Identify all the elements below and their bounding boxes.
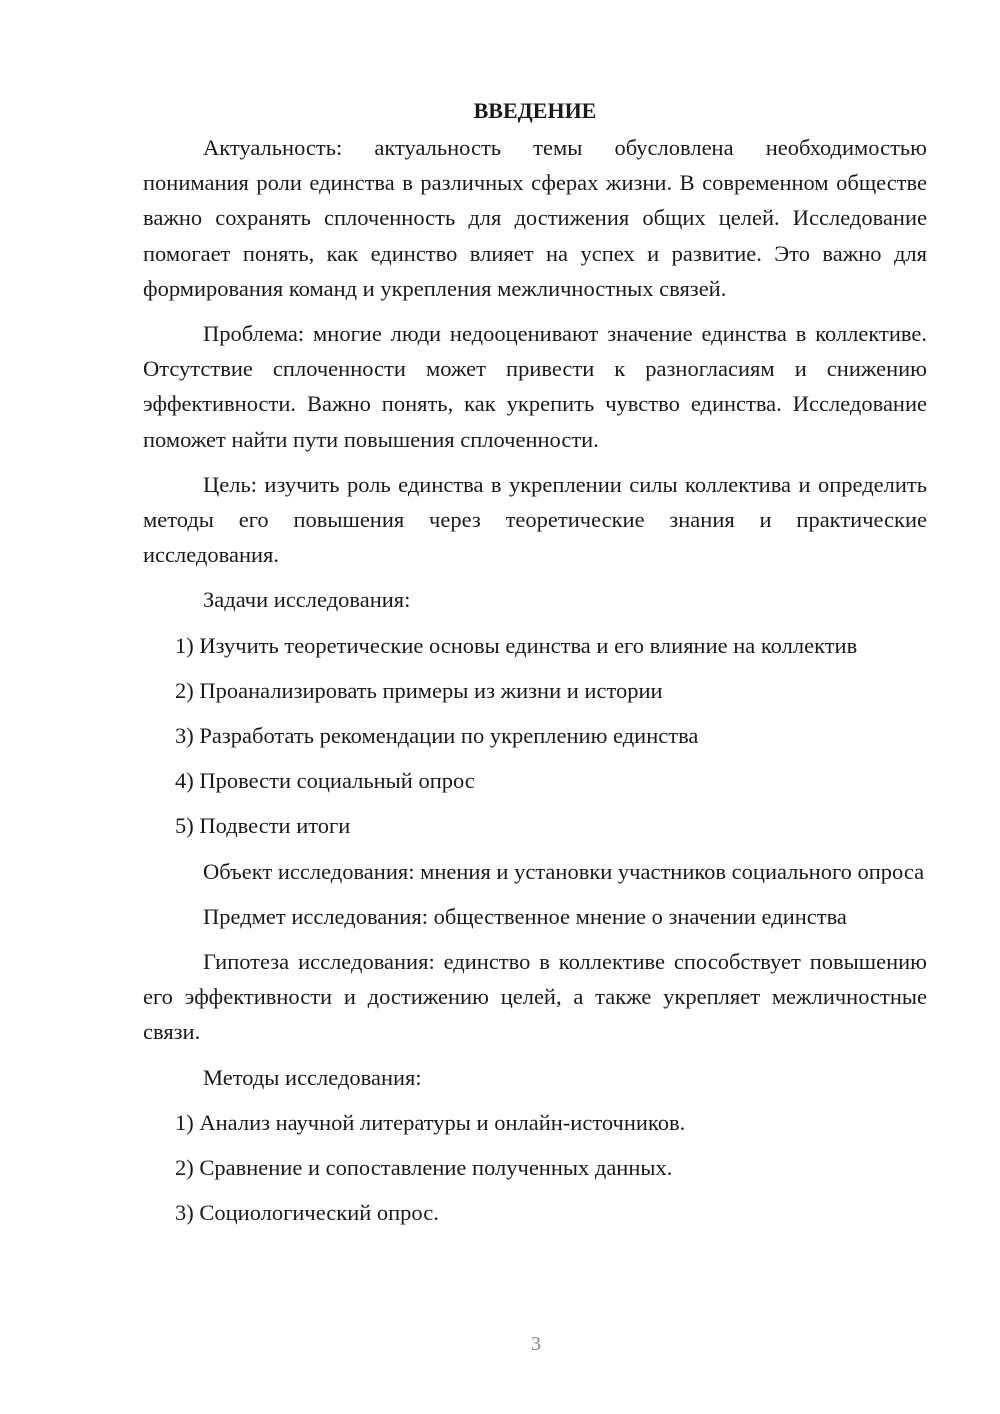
method-item: 1) Анализ научной литературы и онлайн-источников. [175,1109,686,1135]
object-paragraph: Объект исследования: мнения и установки участников социального опроса [203,858,925,884]
relevance-paragraph: Актуальность: актуальность темы обусловлена необходимостью понимания роли единства в различных сферах жизни. В современном обществе важно сохранять сплоченность для достижения общих целей. Исследование помогает понять, как единство влияет на успех и развитие. Это важно для формирования команд и укрепления межличностных связей. [143,135,927,301]
method-item: 3) Социологический опрос. [175,1200,439,1226]
task-item: 3) Разработать рекомендации по укреплению единства [175,723,699,749]
problem-paragraph: Проблема: многие люди недооценивают значение единства в коллективе. Отсутствие сплоченности может привести к разногласиям и снижению эффективности. Важно понять, как укрепить чувство единства. Исследование поможет найти пути повышения сплоченности. [143,321,927,452]
task-item: 4) Провести социальный опрос [175,768,475,794]
task-item: 5) Подвести итоги [175,813,351,839]
tasks-heading: Задачи исследования: [203,587,411,613]
methods-heading: Методы исследования: [203,1064,422,1090]
goal-paragraph: Цель: изучить роль единства в укреплении силы коллектива и определить методы его повышения через теоретические знания и практические исследования. [143,471,927,568]
page-number: 3 [531,1333,541,1355]
document-page [143,93,927,1240]
hypothesis-paragraph: Гипотеза исследования: единство в коллективе способствует повышению его эффективности и достижению целей, а также укрепляет межличностные связи. [143,949,927,1045]
task-item: 2) Проанализировать примеры из жизни и истории [175,677,663,703]
task-item: 1) Изучить теоретические основы единства и его влияние на коллектив [175,632,858,658]
subject-paragraph: Предмет исследования: общественное мнение о значении единства [203,903,847,929]
page-title: ВВЕДЕНИЕ [473,98,597,123]
method-item: 2) Сравнение и сопоставление полученных данных. [175,1155,673,1181]
